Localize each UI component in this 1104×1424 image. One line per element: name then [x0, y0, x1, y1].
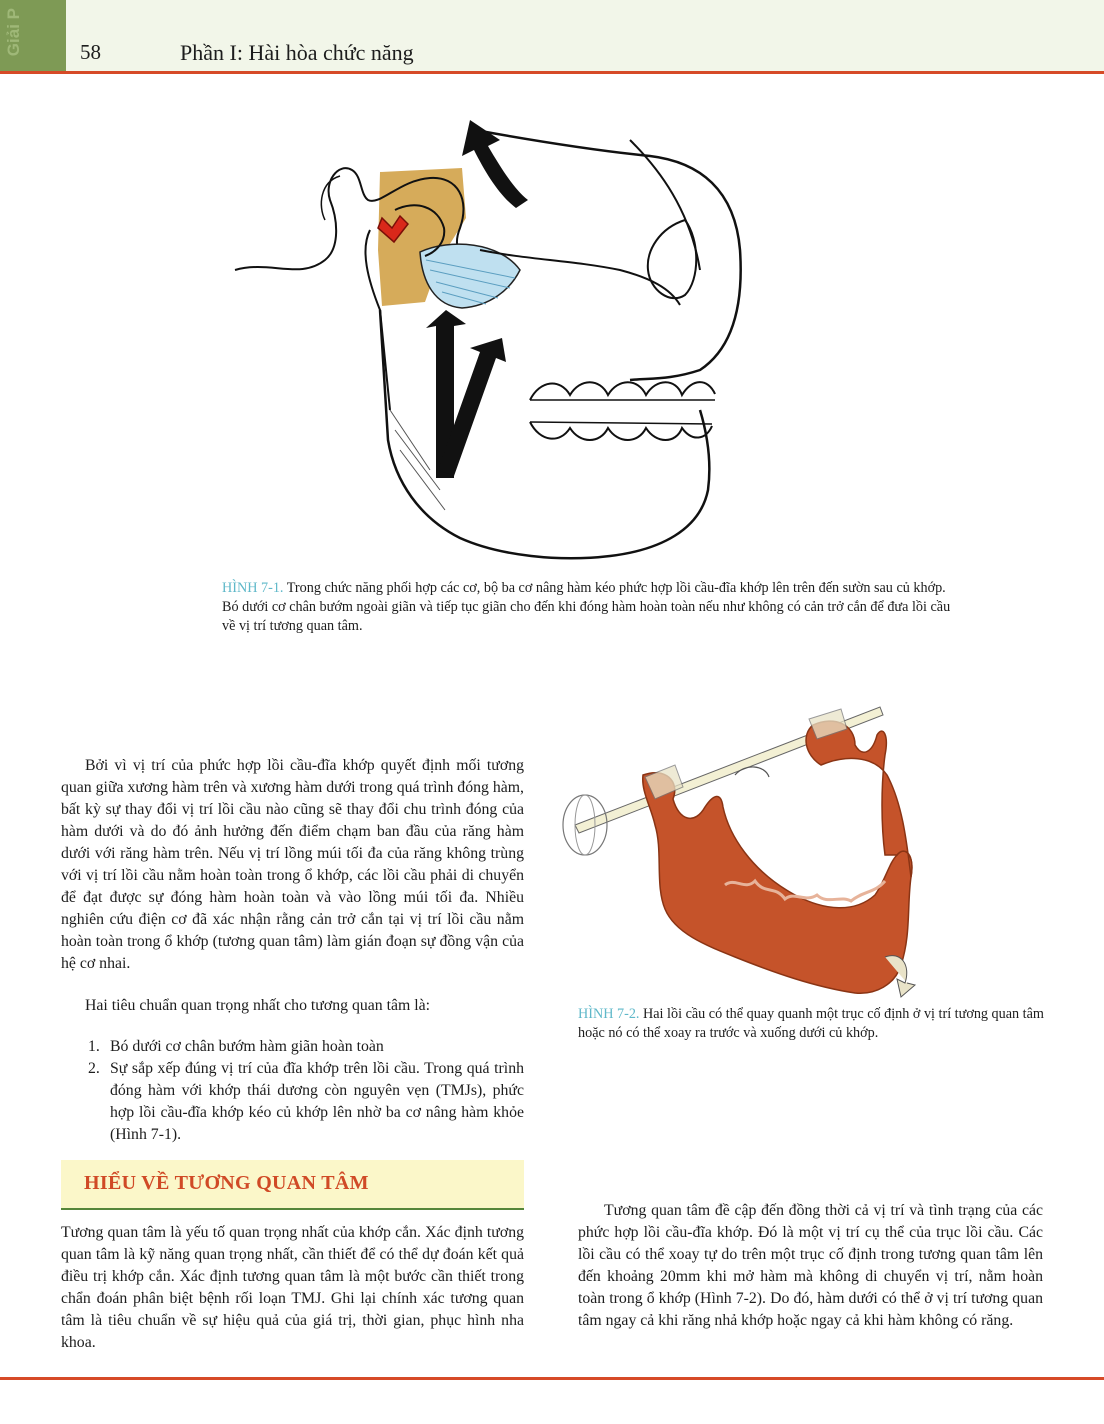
- side-tab: [0, 0, 66, 72]
- figure-7-1-label: HÌNH 7-1.: [222, 580, 284, 596]
- section-heading-box: [61, 1160, 524, 1210]
- header-rule: [0, 71, 1104, 74]
- figure-7-2-mandible-illustration: [555, 695, 945, 1005]
- right-column-paragraph: Tương quan tâm đề cập đến đồng thời cả vị trí và tình trạng của các phức hợp lồi cầu-đĩa khớp. Đó là một vị trí cụ thể của trục lồi cầu. Các lồi cầu có thể xoay tự do trên một trục cố định trong tương quan tâm lên đến khoảng 20mm khi mở hàm mà không di chuyển vị trí, nằm hoàn toàn trong ổ khớp (Hình 7-2). Do đó, hàm dưới có thể ở vị trí tương quan tâm ngay cả khi răng nhả khớp hoặc ngay cả khi hàm không có răng.: [578, 1202, 1043, 1329]
- list-item-text: Sự sắp xếp đúng vị trí của đĩa khớp trên lồi cầu. Trong quá trình đóng hàm với khớp thái dương còn nguyên vẹn (TMJs), phức hợp lồi cầu-đĩa khớp kéo củ khớp lên nhờ ba cơ nâng hàm khỏe (Hình 7-1).: [110, 1060, 524, 1143]
- figure-7-2-caption-text: Hai lồi cầu có thể quay quanh một trục cố định ở vị trí tương quan tâm hoặc nó có thể xoay ra trước và xuống dưới củ khớp.: [578, 1006, 1044, 1041]
- footer-rule: [0, 1377, 1104, 1380]
- figure-7-1-jaw-illustration: [230, 110, 770, 570]
- figure-7-1-caption-text: Trong chức năng phối hợp các cơ, bộ ba cơ nâng hàm kéo phức hợp lồi cầu-đĩa khớp lên trên đến sườn sau củ khớp. Bó dưới cơ chân bướm ngoài giãn và tiếp tục giãn cho đến khi đóng hàm hoàn toàn nếu như không có cản trở cắn để đưa lồi cầu về vị trí tương quan tâm.: [222, 580, 951, 634]
- list-item-number: 1.: [88, 1038, 100, 1055]
- body-paragraph-2: Hai tiêu chuẩn quan trọng nhất cho tương quan tâm là:: [85, 997, 431, 1014]
- criteria-list: [88, 1036, 524, 1146]
- body-paragraph-1: Bởi vì vị trí của phức hợp lồi cầu-đĩa khớp quyết định mối tương quan giữa xương hàm trên và xương hàm dưới trong quá trình đóng hàm, bất kỳ sự thay đổi vị trí lồi cầu nào cũng sẽ thay đổi chu trình đóng của hàm dưới và do đó ảnh hưởng đến điểm chạm ban đầu của răng hàm dưới với răng hàm trên. Nếu vị trí lồng múi tối đa của răng không trùng với vị trí lồi cầu nằm hoàn toàn trong ổ khớp, các lồi cầu phải di chuyển để đạt được sự đóng hàm hoàn toàn và vào lồng múi tối đa. Nhiều nghiên cứu điện cơ đã xác nhận rằng cản trở cắn tại vị trí lồi cầu nằm hoàn toàn trong ổ khớp (tương quan tâm) làm gián đoạn sự đồng vận của hệ cơ nhai.: [61, 757, 524, 972]
- list-item: [88, 1058, 524, 1146]
- figure-7-1-caption: [222, 579, 957, 636]
- section-paragraph: Tương quan tâm là yếu tố quan trọng nhất của khớp cắn. Xác định tương quan tâm là kỹ năng quan trọng nhất, cần thiết để có thể dự đoán kết quả điều trị khớp cắn. Xác định tương quan tâm là một bước cần thiết trong chẩn đoán phân biệt bệnh rối loạn TMJ. Ghi lại chính xác tương quan tâm là tiêu chuẩn về sự hiệu quả của giá trị, thời gian, phục hình nha khoa.: [61, 1224, 524, 1351]
- list-item-text: Bó dưới cơ chân bướm hàm giãn hoàn toàn: [110, 1038, 384, 1055]
- page-number: 58: [80, 40, 101, 64]
- figure-7-2-caption: [578, 1005, 1048, 1043]
- side-tab-label: Giải P: [4, 8, 23, 57]
- page-header: [0, 0, 1104, 72]
- section-heading: HIỂU VỀ TƯƠNG QUAN TÂM: [84, 1172, 369, 1194]
- running-title: Phần I: Hài hòa chức năng: [180, 40, 414, 65]
- figure-7-2-label: HÌNH 7-2.: [578, 1006, 640, 1022]
- list-item: [88, 1036, 524, 1058]
- list-item-number: 2.: [88, 1060, 100, 1077]
